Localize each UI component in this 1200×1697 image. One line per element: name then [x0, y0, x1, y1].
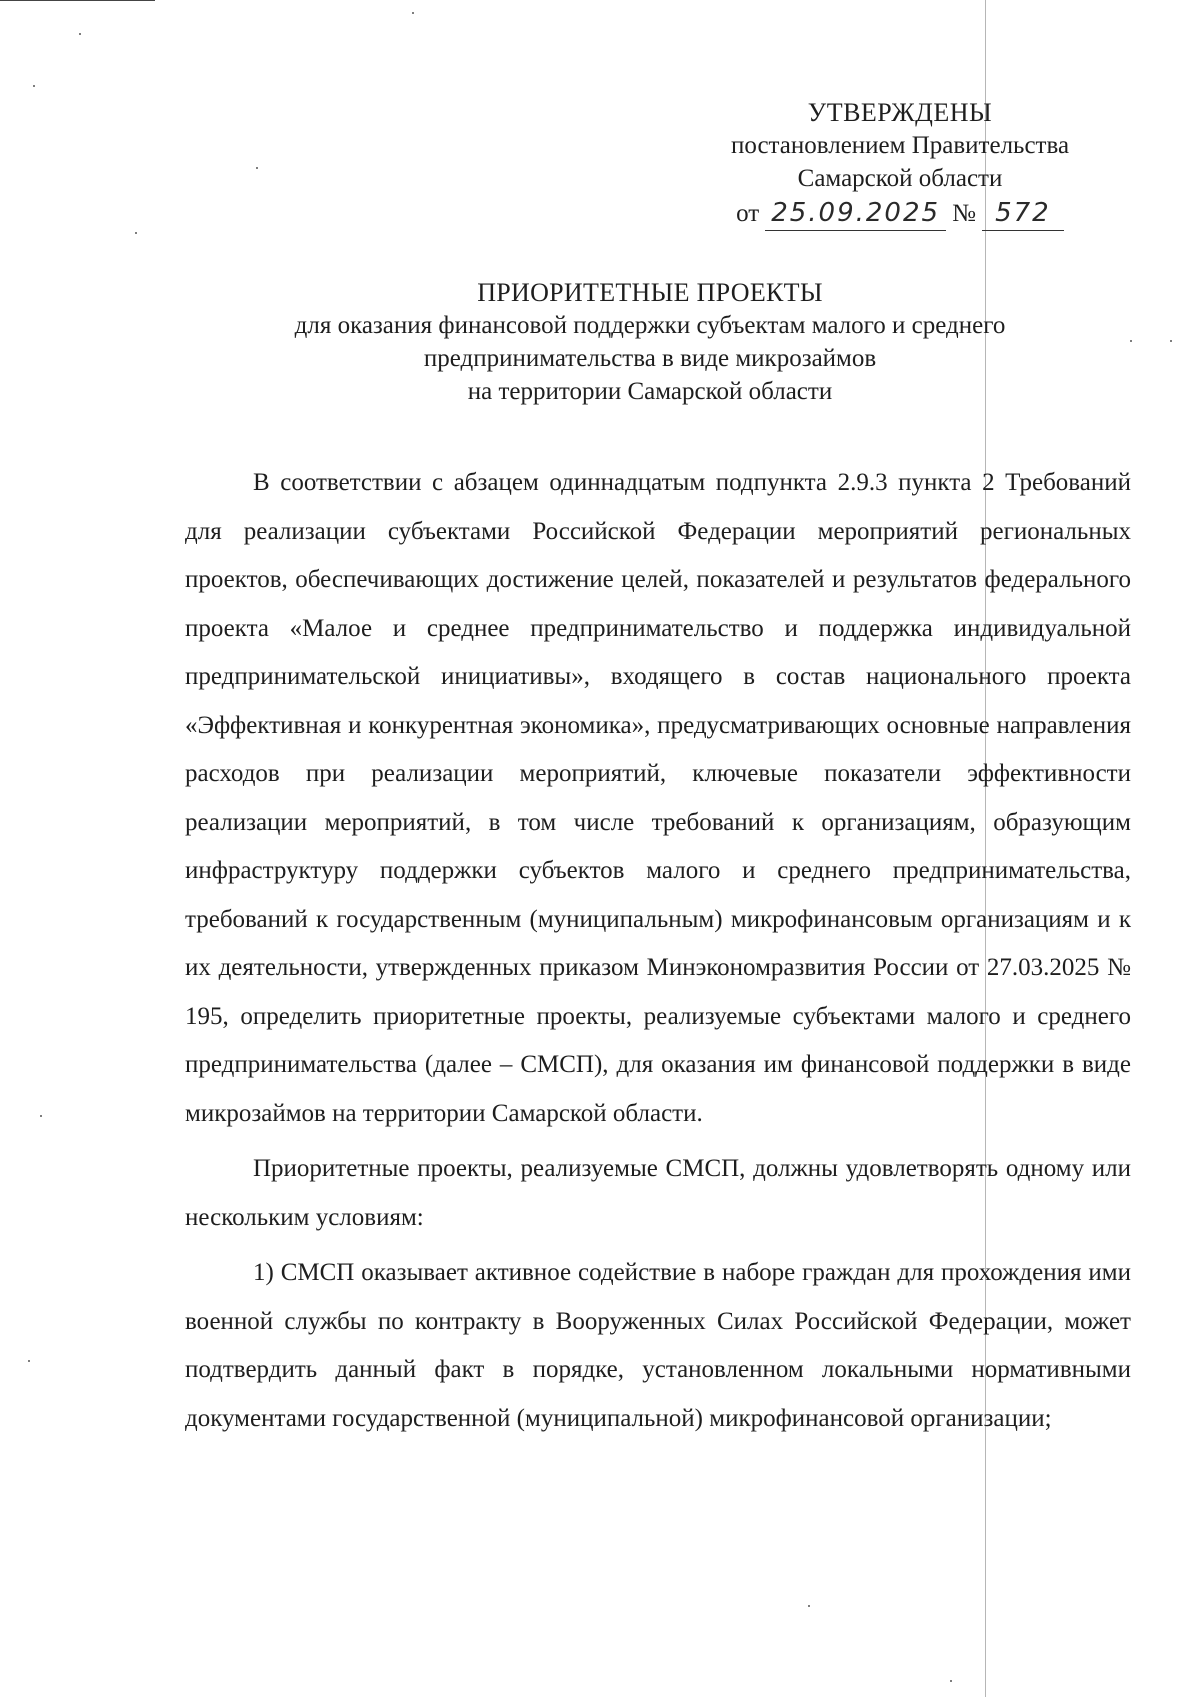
scan-speck [412, 12, 414, 14]
document-heading [200, 276, 1100, 408]
approval-block [680, 96, 1120, 231]
scan-speck [33, 85, 35, 87]
scan-speck [40, 1115, 42, 1117]
approval-date: 25.09.2025 [765, 197, 946, 231]
scan-speck [256, 167, 258, 169]
scan-speck [1170, 340, 1172, 342]
list-item: 1) СМСП оказывает активное содействие в наборе граждан для прохождения ими военной службы по контракту в Вооруженных Силах Российской Федерации, может подтвердить данный факт в порядке, установленном локальными нормативными документами государственной (муниципальной) микрофинансовой организации; [185, 1259, 1131, 1432]
scan-speck [28, 1360, 30, 1362]
scan-corner-mark [0, 0, 155, 1]
date-prefix: от [736, 200, 760, 227]
approval-line-1: постановлением Правительства [730, 132, 1070, 159]
document-subtitle-line-1: для оказания финансовой поддержки субъектам малого и среднего [294, 312, 1006, 339]
scan-speck [79, 33, 81, 35]
document-subtitle-line-3: на территории Самарской области [467, 378, 833, 405]
number-sign: № [952, 200, 976, 227]
document-subtitle-line-2: предпринимательства в виде микрозаймов [423, 345, 877, 372]
body-paragraph-2: Приоритетные проекты, реализуемые СМСП, должны удовлетворять одному или нескольким условиям: [185, 1155, 1131, 1231]
document-body [185, 459, 1131, 1443]
scan-speck [135, 232, 137, 234]
approval-title: УТВЕРЖДЕНЫ [807, 98, 993, 127]
approval-line-2: Самарской области [797, 165, 1003, 192]
document-title: ПРИОРИТЕТНЫЕ ПРОЕКТЫ [477, 278, 823, 307]
approval-date-row [680, 197, 1120, 231]
body-paragraph-1: В соответствии с абзацем одиннадцатым подпункта 2.9.3 пункта 2 Требований для реализации субъектами Российской Федерации мероприятий региональных проектов, обеспечивающих достижение целей, показателей и результатов федерального проекта «Малое и среднее предпринимательство и поддержка индивидуальной предпринимательской инициативы», входящего в состав национального проекта «Эффективная и конкурентная экономика», предусматривающих основные направления расходов при реализации мероприятий, ключевые показатели эффективности реализации мероприятий, в том числе требований к организациям, образующим инфраструктуру поддержки субъектов малого и среднего предпринимательства, требований к государственным (муниципальным) микрофинансовым организациям и к их деятельности, утвержденных приказом Минэкономразвития России от 27.03.2025 № 195, определить приоритетные проекты, реализуемые субъектами малого и среднего предпринимательства (далее – СМСП), для оказания им финансовой поддержки в виде микрозаймов на территории Самарской области. [185, 469, 1131, 1127]
scan-speck [950, 1680, 952, 1682]
scan-speck [1130, 340, 1132, 342]
scan-speck [808, 1605, 810, 1607]
approval-number: 572 [982, 197, 1064, 231]
